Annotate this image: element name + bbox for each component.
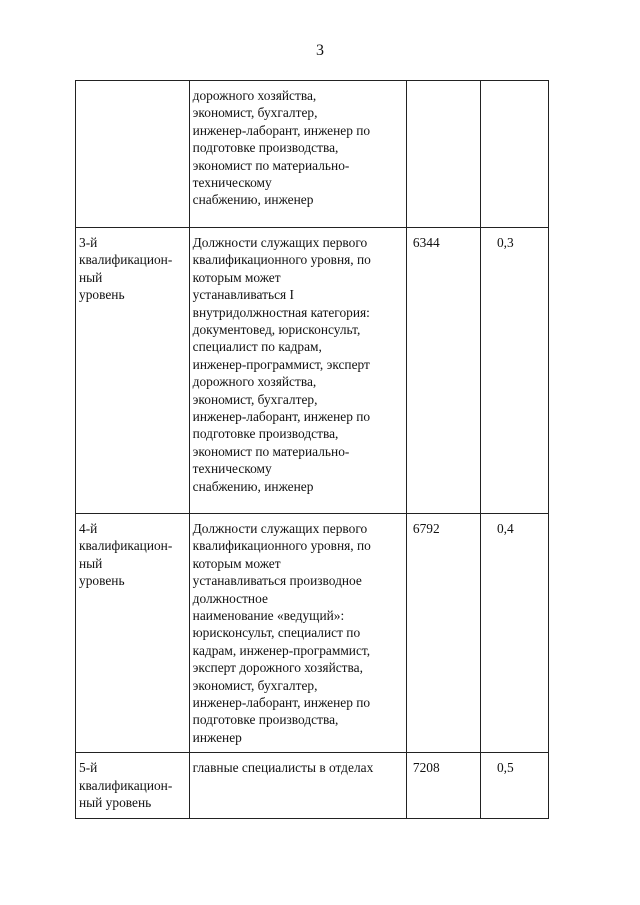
- description-text-line: наименование «ведущий»:: [192, 608, 345, 624]
- description-text-line: Должности служащих первого: [192, 235, 368, 250]
- description-text-line: техническому: [192, 461, 272, 477]
- coefficient-cell: 0,4: [480, 514, 548, 753]
- page-number: 3: [316, 42, 324, 59]
- salary-cell: [406, 81, 480, 228]
- description-text-line: устанавливаться производное: [192, 573, 362, 589]
- salary-cell: 7208: [406, 753, 480, 818]
- level-text-line: квалификацион-: [79, 538, 173, 554]
- description-text-line: инженер-программист, эксперт: [192, 356, 370, 372]
- level-text-line: 5-й: [79, 760, 98, 776]
- position-description-cell: [189, 81, 406, 228]
- position-description-cell: [189, 514, 406, 753]
- description-text-line: которым может: [192, 269, 281, 285]
- table-row: [76, 753, 549, 818]
- qualification-level-cell: [76, 81, 190, 228]
- position-description-cell: [189, 228, 406, 514]
- coefficient-cell: [480, 81, 548, 228]
- description-text-line: главные специалисты в отделах: [192, 760, 374, 776]
- description-text-line: экономист по материально-: [192, 157, 350, 173]
- description-text-line: подготовке производства,: [192, 140, 339, 156]
- level-text-line: 3-й: [79, 235, 98, 250]
- description-text-line: эксперт дорожного хозяйства,: [192, 660, 363, 676]
- qualification-level-cell: [76, 228, 190, 514]
- description-text-line: квалификационного уровня, по: [192, 538, 371, 554]
- description-text-line: экономист по материально-: [192, 443, 350, 459]
- description-text-line: инженер-лаборант, инженер по: [192, 409, 371, 425]
- description-text-line: инженер-лаборант, инженер по: [192, 695, 371, 711]
- description-text-line: специалист по кадрам,: [192, 339, 322, 355]
- position-description-cell: [189, 753, 406, 818]
- description-text-line: снабжению, инженер: [192, 478, 314, 494]
- description-text-line: экономист, бухгалтер,: [192, 105, 318, 121]
- description-text-line: кадрам, инженер-программист,: [192, 642, 371, 658]
- description-text-line: подготовке производства,: [192, 712, 339, 728]
- description-text-line: документовед, юрисконсульт,: [192, 322, 361, 338]
- qualification-level-cell: [76, 514, 190, 753]
- table-row: [76, 514, 549, 753]
- coefficient-cell: 0,3: [480, 228, 548, 514]
- description-text-line: инженер: [192, 729, 242, 745]
- coefficient-cell: 0,5: [480, 753, 548, 818]
- level-text-line: ный: [79, 269, 103, 285]
- description-text-line: устанавливаться I: [192, 287, 294, 303]
- qualification-table: [75, 80, 549, 819]
- level-text-line: уровень: [79, 287, 125, 303]
- level-text-line: 4-й: [79, 521, 98, 536]
- description-text-line: должностное: [192, 590, 268, 606]
- description-text-line: внутридолжностная категория:: [192, 304, 370, 320]
- description-text-line: дорожного хозяйства,: [192, 88, 317, 103]
- level-text-line: ный уровень: [79, 795, 152, 811]
- description-text-line: инженер-лаборант, инженер по: [192, 122, 371, 138]
- description-text-line: снабжению, инженер: [192, 192, 314, 208]
- level-text-line: квалификацион-: [79, 777, 173, 793]
- description-text-line: Должности служащих первого: [192, 521, 368, 536]
- description-text-line: дорожного хозяйства,: [192, 374, 317, 390]
- description-text-line: квалификационного уровня, по: [192, 252, 371, 268]
- description-text-line: которым может: [192, 555, 281, 571]
- level-text-line: ный: [79, 555, 103, 571]
- description-text-line: техническому: [192, 175, 272, 191]
- level-text-line: квалификацион-: [79, 252, 173, 268]
- description-text-line: юрисконсульт, специалист по: [192, 625, 361, 641]
- qualification-level-cell: [76, 753, 190, 818]
- table-row: [76, 228, 549, 514]
- salary-cell: 6792: [406, 514, 480, 753]
- description-text-line: подготовке производства,: [192, 426, 339, 442]
- level-text-line: уровень: [79, 573, 125, 589]
- description-text-line: экономист, бухгалтер,: [192, 391, 318, 407]
- salary-cell: 6344: [406, 228, 480, 514]
- table-row: [76, 81, 549, 228]
- description-text-line: экономист, бухгалтер,: [192, 677, 318, 693]
